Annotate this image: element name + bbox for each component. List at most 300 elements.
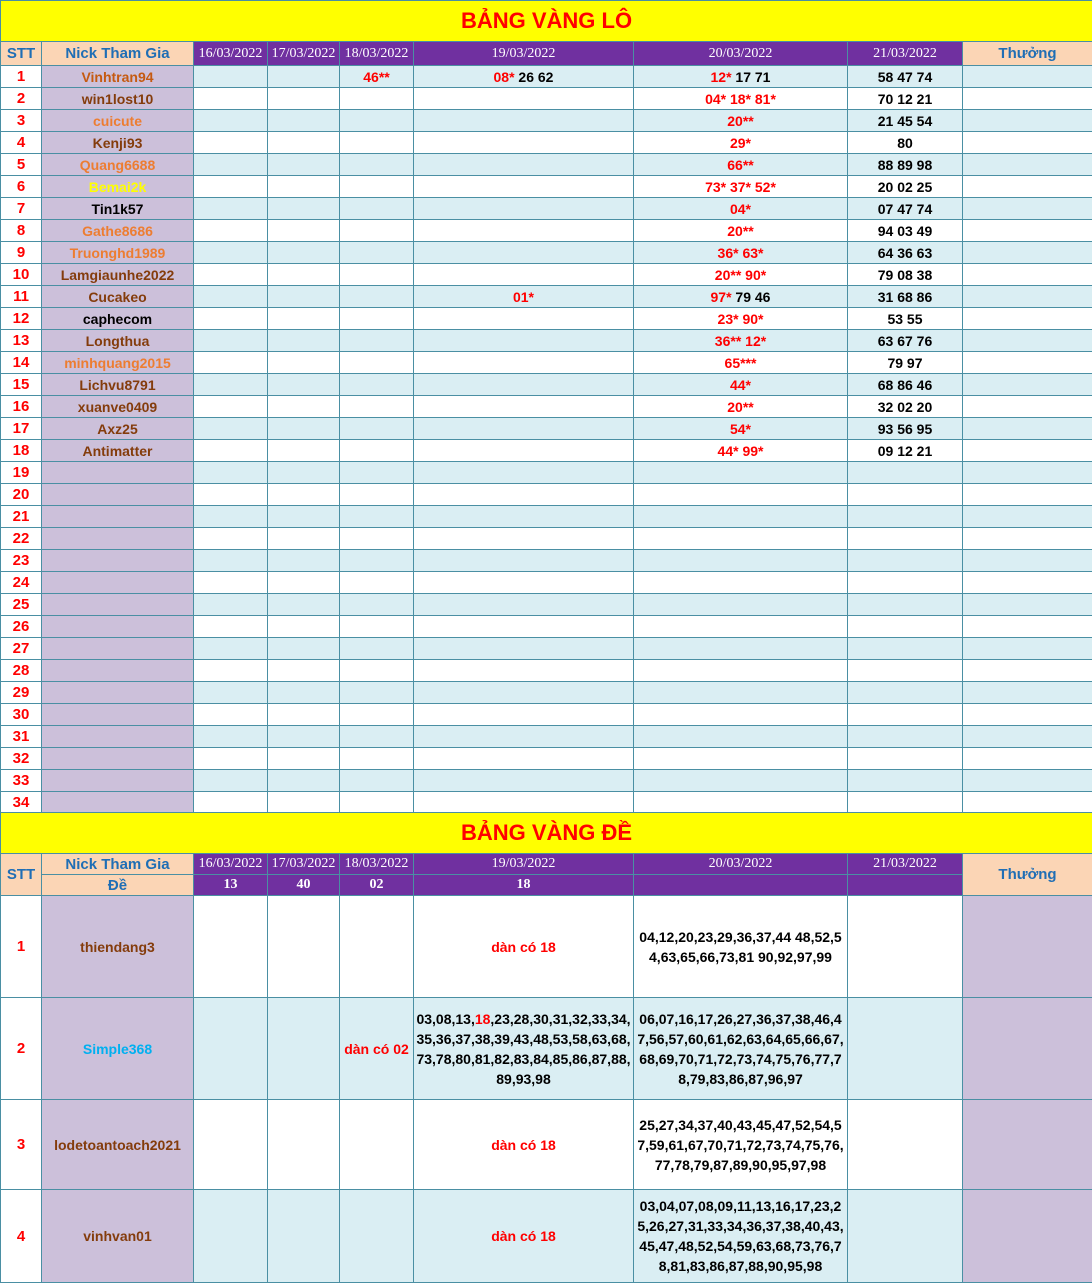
lo-row <box>1 308 1092 330</box>
lo-cell-day1 <box>194 88 268 110</box>
lo-cell-day4 <box>414 242 634 264</box>
lo-cell-day3 <box>340 682 414 704</box>
nick-name: win1lost10 <box>42 88 194 110</box>
lo-cell-day5 <box>634 352 848 374</box>
lo-row <box>1 484 1092 506</box>
lo-row <box>1 682 1092 704</box>
lo-cell-day5 <box>634 682 848 704</box>
lo-cell-day5 <box>634 550 848 572</box>
lo-cell-day5 <box>634 396 848 418</box>
lo-cell-day6 <box>963 528 1092 550</box>
lo-cell-day5 <box>634 220 848 242</box>
lo-cell-day4 <box>414 528 634 550</box>
lo-cell-day6 <box>963 792 1092 814</box>
lo-row <box>1 66 1092 88</box>
de-cell-day4 <box>414 998 634 1100</box>
lo-row <box>1 506 1092 528</box>
lo-cell-day2 <box>268 154 340 176</box>
lo-cell-day6 <box>963 286 1092 308</box>
lo-cell-day3 <box>340 198 414 220</box>
row-number: 3 <box>1 110 42 132</box>
lo-row <box>1 748 1092 770</box>
lo-cell-day1 <box>194 198 268 220</box>
lo-cell-day5: 70 12 21 <box>848 88 963 110</box>
lo-cell-day6 <box>963 770 1092 792</box>
lo-cell-day2 <box>268 110 340 132</box>
lo-cell-day1 <box>194 660 268 682</box>
lo-cell-day3 <box>340 396 414 418</box>
lo-cell-day5 <box>634 638 848 660</box>
de-cell-day5: 06,07,16,17,26,27,36,37,38,46,47,56,57,60,61,62,63,64,65,66,67,68,69,70,71,72,73,74,75,76,77,78,79,83,86,87,96,97 <box>634 998 848 1100</box>
lo-row <box>1 726 1092 748</box>
lo-row <box>1 286 1092 308</box>
lo-cell-day1 <box>194 220 268 242</box>
lo-cell-day5: 79 97 <box>848 352 963 374</box>
de-row <box>1 896 1092 998</box>
lo-hit-numbers: 73* 37* 52* <box>705 178 776 195</box>
nick-name <box>42 528 194 550</box>
lo-row <box>1 396 1092 418</box>
lo-hit-numbers: 66** <box>727 156 754 173</box>
lo-row <box>1 220 1092 242</box>
de-date-header: 20/03/2022 <box>634 854 848 875</box>
lo-cell-day2 <box>268 462 340 484</box>
row-number: 28 <box>1 660 42 682</box>
de-result: 40 <box>268 875 340 896</box>
row-number: 14 <box>1 352 42 374</box>
lo-cell-day3 <box>340 264 414 286</box>
lo-numbers: 79 46 <box>731 288 771 305</box>
lo-date-header: 18/03/2022 <box>340 42 414 66</box>
de-date-header: 19/03/2022 <box>414 854 634 875</box>
row-number: 2 <box>1 88 42 110</box>
nick-name <box>42 506 194 528</box>
nick-name <box>42 572 194 594</box>
row-number: 26 <box>1 616 42 638</box>
lo-cell-day3 <box>340 528 414 550</box>
nick-name: thiendang3 <box>42 896 194 998</box>
lo-cell-day5 <box>634 462 848 484</box>
nick-name <box>42 616 194 638</box>
lo-cell-day3 <box>340 286 414 308</box>
row-number: 12 <box>1 308 42 330</box>
lo-cell-day5 <box>848 748 963 770</box>
lo-cell-day5 <box>848 572 963 594</box>
lo-cell-day6 <box>963 726 1092 748</box>
lo-cell-day5: 07 47 74 <box>848 198 963 220</box>
lo-hit-numbers: 23* 90* <box>717 310 764 327</box>
lo-cell-day3 <box>340 594 414 616</box>
lo-cell-day5: 31 68 86 <box>848 286 963 308</box>
lo-cell-day1 <box>194 110 268 132</box>
row-number: 33 <box>1 770 42 792</box>
lo-cell-day3 <box>340 506 414 528</box>
lo-cell-day5 <box>634 660 848 682</box>
lo-cell-day4 <box>414 110 634 132</box>
lo-row <box>1 374 1092 396</box>
lo-cell-day3 <box>340 792 414 814</box>
row-number: 3 <box>1 1100 42 1190</box>
de-cell-day2 <box>268 896 340 998</box>
lo-cell-day2 <box>268 616 340 638</box>
nick-name <box>42 726 194 748</box>
lo-cell-day2 <box>268 440 340 462</box>
lo-cell-day5 <box>634 154 848 176</box>
lo-cell-day2 <box>268 220 340 242</box>
lo-cell-day5 <box>634 726 848 748</box>
lo-cell-day3 <box>340 176 414 198</box>
nick-name: Kenji93 <box>42 132 194 154</box>
lo-row <box>1 616 1092 638</box>
lo-cell-day2 <box>268 682 340 704</box>
lo-cell-day3 <box>340 132 414 154</box>
lo-cell-day4 <box>414 616 634 638</box>
lo-cell-day5: 93 56 95 <box>848 418 963 440</box>
de-date-header: 17/03/2022 <box>268 854 340 875</box>
lo-cell-day1 <box>194 792 268 814</box>
lo-nick-header: Nick Tham Gia <box>42 42 194 66</box>
lo-cell-day2 <box>268 792 340 814</box>
lo-reward-header: Thưởng <box>963 42 1092 66</box>
row-number: 18 <box>1 440 42 462</box>
lo-cell-day1 <box>194 506 268 528</box>
nick-name: Antimatter <box>42 440 194 462</box>
lo-cell-day2 <box>268 660 340 682</box>
nick-name: vinhvan01 <box>42 1190 194 1283</box>
de-cell-day2 <box>268 998 340 1100</box>
lo-cell-day1 <box>194 176 268 198</box>
lo-cell-day5 <box>848 484 963 506</box>
lo-cell-day4 <box>414 726 634 748</box>
row-number: 5 <box>1 154 42 176</box>
lo-cell-day6 <box>963 506 1092 528</box>
lo-cell-day1 <box>194 572 268 594</box>
lo-title: BẢNG VÀNG LÔ <box>1 1 1092 42</box>
de-result: 02 <box>340 875 414 896</box>
lo-cell-day5 <box>848 528 963 550</box>
lo-cell-day5 <box>848 770 963 792</box>
row-number: 25 <box>1 594 42 616</box>
lo-cell-day4 <box>414 374 634 396</box>
lo-date-header: 17/03/2022 <box>268 42 340 66</box>
de-date-header: 18/03/2022 <box>340 854 414 875</box>
lo-cell-day5 <box>848 594 963 616</box>
de-date-header: 21/03/2022 <box>848 854 963 875</box>
lo-cell-day5 <box>634 88 848 110</box>
lo-cell-day2 <box>268 594 340 616</box>
row-number: 34 <box>1 792 42 814</box>
lo-cell-day3 <box>340 748 414 770</box>
reward-cell <box>963 1100 1092 1190</box>
lo-row <box>1 330 1092 352</box>
de-cell-day6 <box>848 896 963 998</box>
lo-cell-day2 <box>268 352 340 374</box>
row-number: 23 <box>1 550 42 572</box>
lo-cell-day2 <box>268 704 340 726</box>
lo-cell-day6 <box>963 550 1092 572</box>
de-cell-day5: 25,27,34,37,40,43,45,47,52,54,57,59,61,67,70,71,72,73,74,75,76,77,78,79,87,89,90,95,97,98 <box>634 1100 848 1190</box>
lo-cell-day1 <box>194 396 268 418</box>
row-number: 4 <box>1 132 42 154</box>
lo-cell-day1 <box>194 748 268 770</box>
lo-cell-day3 <box>340 726 414 748</box>
nick-name: Simple368 <box>42 998 194 1100</box>
lo-cell-day3 <box>340 66 414 88</box>
lo-cell-day4 <box>414 506 634 528</box>
lo-row <box>1 88 1092 110</box>
lo-cell-day5: 32 02 20 <box>848 396 963 418</box>
lo-cell-day3 <box>340 352 414 374</box>
reward-cell <box>963 896 1092 998</box>
nick-name: Axz25 <box>42 418 194 440</box>
nick-name <box>42 594 194 616</box>
lo-numbers: 26 62 <box>514 68 554 85</box>
nick-name: Bemai2k <box>42 176 194 198</box>
lo-cell-day5: 79 08 38 <box>848 264 963 286</box>
de-cell-day6 <box>848 1190 963 1283</box>
lo-hit-numbers: 01* <box>512 288 535 305</box>
lo-cell-day3 <box>340 572 414 594</box>
lo-cell-day2 <box>268 748 340 770</box>
nick-name: xuanve0409 <box>42 396 194 418</box>
lo-row <box>1 704 1092 726</box>
lo-hit-numbers: 12* <box>710 68 732 85</box>
de-cell-day4: dàn có 18 <box>414 1100 634 1190</box>
nick-name: Tin1k57 <box>42 198 194 220</box>
lo-cell-day6 <box>963 352 1092 374</box>
de-cell-day3: dàn có 02 <box>340 998 414 1100</box>
lo-cell-day5 <box>848 726 963 748</box>
lo-cell-day6 <box>963 682 1092 704</box>
lo-hit-numbers: 20** <box>727 222 754 239</box>
lo-cell-day6 <box>963 418 1092 440</box>
lo-cell-day1 <box>194 550 268 572</box>
nick-name: Quang6688 <box>42 154 194 176</box>
lo-date-header: 16/03/2022 <box>194 42 268 66</box>
lo-cell-day4 <box>414 176 634 198</box>
lo-cell-day1 <box>194 308 268 330</box>
lo-cell-day4 <box>414 660 634 682</box>
nick-name: Vinhtran94 <box>42 66 194 88</box>
lo-cell-day5 <box>634 418 848 440</box>
de-cell-day3 <box>340 1100 414 1190</box>
row-number: 13 <box>1 330 42 352</box>
lo-cell-day3 <box>340 770 414 792</box>
lo-row <box>1 132 1092 154</box>
lo-cell-day4 <box>414 704 634 726</box>
lo-cell-day2 <box>268 286 340 308</box>
row-number: 21 <box>1 506 42 528</box>
lo-cell-day6 <box>963 242 1092 264</box>
row-number: 20 <box>1 484 42 506</box>
lo-stt-header: STT <box>1 42 42 66</box>
lo-cell-day5 <box>634 528 848 550</box>
lo-cell-day6 <box>963 704 1092 726</box>
lo-cell-day6 <box>963 594 1092 616</box>
lo-cell-day5 <box>634 506 848 528</box>
lo-numbers: 17 71 <box>731 68 771 85</box>
lo-cell-day4 <box>414 594 634 616</box>
lo-cell-day5 <box>634 132 848 154</box>
lo-cell-day5: 63 67 76 <box>848 330 963 352</box>
lo-cell-day4 <box>414 154 634 176</box>
lo-cell-day1 <box>194 264 268 286</box>
lo-cell-day3 <box>340 154 414 176</box>
lo-cell-day5 <box>634 440 848 462</box>
row-number: 27 <box>1 638 42 660</box>
de-nick-header: Nick Tham Gia <box>42 854 194 875</box>
lo-cell-day1 <box>194 704 268 726</box>
lo-cell-day3 <box>340 440 414 462</box>
lo-hit-numbers: 08* <box>493 68 515 85</box>
lo-cell-day1 <box>194 374 268 396</box>
lo-cell-day1 <box>194 638 268 660</box>
row-number: 7 <box>1 198 42 220</box>
row-number: 9 <box>1 242 42 264</box>
de-cell-day5: 03,04,07,08,09,11,13,16,17,23,25,26,27,31,33,34,36,37,38,40,43,45,47,48,52,54,59,63,68,73,76,78,81,83,86,87,88,90,95,98 <box>634 1190 848 1283</box>
lo-cell-day6 <box>963 572 1092 594</box>
lo-cell-day5 <box>634 330 848 352</box>
lo-cell-day5 <box>634 748 848 770</box>
lo-cell-day5 <box>848 462 963 484</box>
lo-cell-day5 <box>634 286 848 308</box>
lo-cell-day2 <box>268 726 340 748</box>
lo-cell-day4 <box>414 264 634 286</box>
lo-cell-day5 <box>634 704 848 726</box>
lo-date-header: 21/03/2022 <box>848 42 963 66</box>
lo-cell-day6 <box>963 198 1092 220</box>
lo-cell-day1 <box>194 330 268 352</box>
lo-cell-day6 <box>963 308 1092 330</box>
lo-row <box>1 440 1092 462</box>
lo-hit-numbers: 44* 99* <box>717 442 764 459</box>
lo-cell-day1 <box>194 66 268 88</box>
de-title: BẢNG VÀNG ĐỀ <box>1 813 1092 854</box>
lo-row <box>1 638 1092 660</box>
lo-row <box>1 242 1092 264</box>
lo-cell-day4 <box>414 550 634 572</box>
lo-cell-day3 <box>340 242 414 264</box>
lo-cell-day5 <box>634 616 848 638</box>
lo-cell-day3 <box>340 308 414 330</box>
lo-cell-day2 <box>268 770 340 792</box>
lo-cell-day6 <box>963 132 1092 154</box>
lo-cell-day4 <box>414 198 634 220</box>
lo-date-header: 20/03/2022 <box>634 42 848 66</box>
lo-cell-day3 <box>340 110 414 132</box>
lo-cell-day2 <box>268 396 340 418</box>
lo-cell-day2 <box>268 484 340 506</box>
lo-cell-day5 <box>848 682 963 704</box>
de-row <box>1 998 1092 1100</box>
nick-name <box>42 660 194 682</box>
row-number: 2 <box>1 998 42 1100</box>
nick-name: Longthua <box>42 330 194 352</box>
nick-name <box>42 770 194 792</box>
lo-cell-day4 <box>414 462 634 484</box>
row-number: 24 <box>1 572 42 594</box>
lo-cell-day5 <box>634 374 848 396</box>
row-number: 32 <box>1 748 42 770</box>
nick-name: minhquang2015 <box>42 352 194 374</box>
nick-name: lodetoantoach2021 <box>42 1100 194 1190</box>
nick-name <box>42 462 194 484</box>
lo-cell-day5: 09 12 21 <box>848 440 963 462</box>
lo-cell-day5 <box>848 704 963 726</box>
lo-hit-numbers: 20** <box>727 112 754 129</box>
row-number: 29 <box>1 682 42 704</box>
de-row <box>1 1100 1092 1190</box>
reward-cell <box>963 1190 1092 1283</box>
lo-cell-day1 <box>194 594 268 616</box>
lo-cell-day4 <box>414 286 634 308</box>
row-number: 4 <box>1 1190 42 1283</box>
nick-name <box>42 792 194 814</box>
lo-cell-day2 <box>268 638 340 660</box>
lo-row <box>1 154 1092 176</box>
lo-row <box>1 352 1092 374</box>
de-stt-header: STT <box>1 854 42 896</box>
lo-cell-day4 <box>414 66 634 88</box>
lo-hit-numbers: 36* 63* <box>717 244 764 261</box>
nick-name: caphecom <box>42 308 194 330</box>
lo-cell-day5 <box>848 506 963 528</box>
row-number: 8 <box>1 220 42 242</box>
lo-cell-day1 <box>194 440 268 462</box>
lo-cell-day6 <box>963 484 1092 506</box>
lo-cell-day3 <box>340 374 414 396</box>
row-number: 22 <box>1 528 42 550</box>
lo-cell-day5 <box>634 176 848 198</box>
lo-cell-day5 <box>634 792 848 814</box>
lo-cell-day4 <box>414 396 634 418</box>
lo-hit-numbers: 36** 12* <box>714 332 767 349</box>
lo-cell-day1 <box>194 418 268 440</box>
lo-row <box>1 572 1092 594</box>
lo-cell-day2 <box>268 198 340 220</box>
de-cell-day3 <box>340 896 414 998</box>
lo-cell-day4 <box>414 352 634 374</box>
lo-hit-numbers: 97* <box>710 288 732 305</box>
de-number-list: 03,08,13, <box>416 1010 475 1027</box>
lo-cell-day1 <box>194 242 268 264</box>
lo-hit-numbers: 04* <box>729 200 752 217</box>
lo-cell-day2 <box>268 572 340 594</box>
lo-cell-day2 <box>268 176 340 198</box>
de-cell-day1 <box>194 998 268 1100</box>
de-cell-day1 <box>194 896 268 998</box>
lo-cell-day3 <box>340 484 414 506</box>
row-number: 31 <box>1 726 42 748</box>
lo-cell-day6 <box>963 660 1092 682</box>
lo-hit-numbers: 29* <box>729 134 752 151</box>
de-cell-day3 <box>340 1190 414 1283</box>
lo-cell-day4 <box>414 88 634 110</box>
de-cell-day4: dàn có 18 <box>414 896 634 998</box>
lo-row <box>1 418 1092 440</box>
lo-row <box>1 462 1092 484</box>
lo-cell-day1 <box>194 528 268 550</box>
lo-hit-numbers: 65*** <box>724 354 757 371</box>
lo-cell-day5 <box>848 616 963 638</box>
de-row <box>1 1190 1092 1283</box>
lo-cell-day6 <box>963 154 1092 176</box>
lo-cell-day4 <box>414 770 634 792</box>
lo-cell-day4 <box>414 220 634 242</box>
lo-cell-day5 <box>634 308 848 330</box>
row-number: 19 <box>1 462 42 484</box>
lo-cell-day1 <box>194 286 268 308</box>
